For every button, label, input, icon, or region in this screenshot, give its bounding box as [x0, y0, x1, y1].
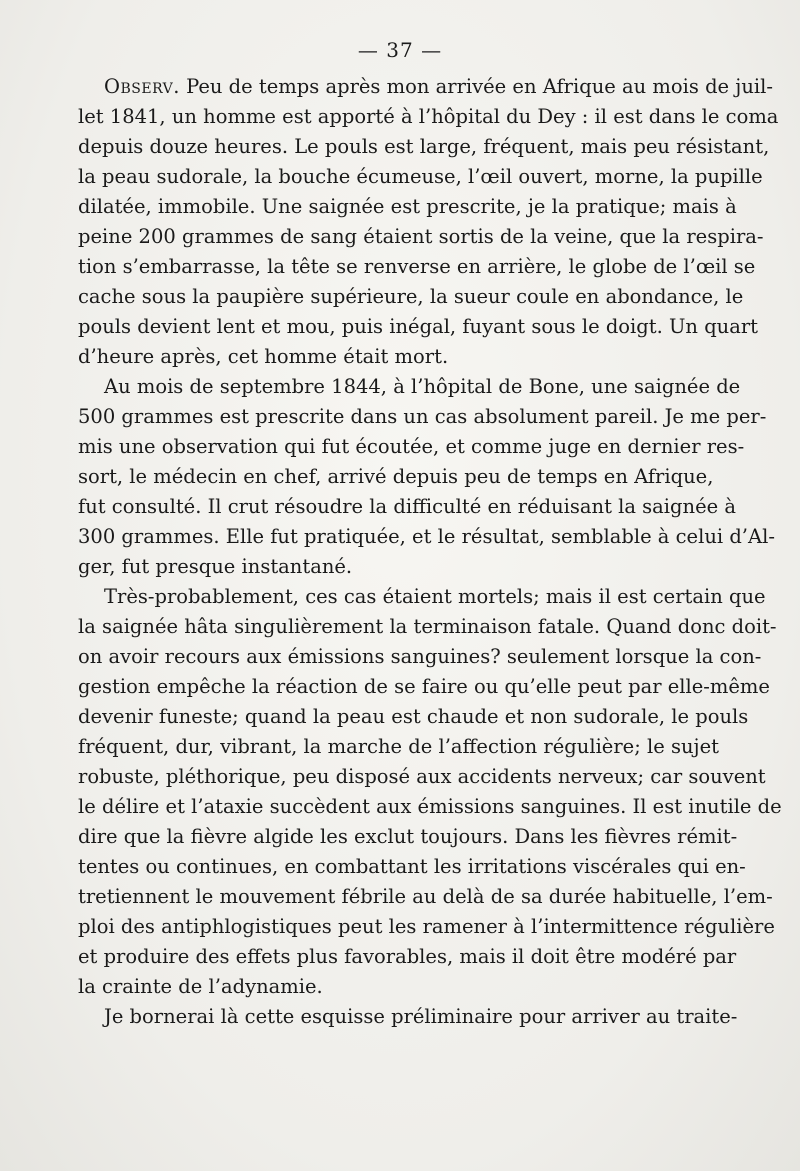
text-line — [78, 432, 745, 462]
text-line — [78, 1002, 738, 1032]
line-text: robuste, pléthorique, peu disposé aux accidents nerveux; car souvent — [78, 765, 766, 788]
line-text: la crainte de l’adynamie. — [78, 975, 323, 998]
text-line — [78, 972, 698, 1002]
text-line — [78, 252, 756, 282]
text-line — [78, 912, 775, 942]
line-text: d’heure après, cet homme était mort. — [78, 345, 449, 368]
text-line — [78, 492, 736, 522]
line-text: la peau sudorale, la bouche écumeuse, l’œil ouvert, morne, la pupille — [78, 165, 763, 188]
line-text: Au mois de septembre 1844, à l’hôpital de Bone, une saignée de — [104, 375, 741, 398]
observation-label: Observ. — [104, 75, 180, 98]
line-text: ploi des antiphlogistiques peut les ramener à l’intermittence régulière — [78, 915, 775, 938]
line-text: Très-probablement, ces cas étaient mortels; mais il est certain que — [104, 585, 766, 608]
text-line — [78, 372, 741, 402]
page-number: — 37 — — [357, 38, 443, 62]
text-line — [78, 72, 773, 102]
line-text: dire que la fièvre algide les exclut toujours. Dans les fièvres rémit- — [78, 825, 738, 848]
text-line — [78, 792, 782, 822]
line-text: et produire des effets plus favorables, mais il doit être modéré par — [78, 945, 737, 968]
line-text: tion s’embarrasse, la tête se renverse en arrière, le globe de l’œil se — [78, 255, 756, 278]
line-text: depuis douze heures. Le pouls est large, fréquent, mais peu résistant, — [78, 135, 770, 158]
line-text: sort, le médecin en chef, arrivé depuis peu de temps en Afrique, — [78, 465, 714, 488]
text-line — [78, 522, 775, 552]
line-text: fréquent, dur, vibrant, la marche de l’affection régulière; le sujet — [78, 735, 719, 758]
text-line — [78, 132, 770, 162]
text-line — [78, 342, 698, 372]
line-text: peine 200 grammes de sang étaient sortis de la veine, que la respira- — [78, 225, 764, 248]
line-text: la saignée hâta singulièrement la terminaison fatale. Quand donc doit- — [78, 615, 777, 638]
line-text: let 1841, un homme est apporté à l’hôpital du Dey : il est dans le coma — [78, 105, 779, 128]
text-line — [78, 552, 698, 582]
text-line — [78, 282, 744, 312]
text-line — [78, 612, 777, 642]
text-line — [78, 462, 714, 492]
text-line — [78, 882, 773, 912]
line-text: devenir funeste; quand la peau est chaude et non sudorale, le pouls — [78, 705, 749, 728]
text-line — [78, 402, 767, 432]
line-text: Je bornerai là cette esquisse préliminaire pour arriver au traite- — [104, 1005, 738, 1028]
line-text: tretiennent le mouvement fébrile au delà de sa durée habituelle, l’em- — [78, 885, 773, 908]
line-text: mis une observation qui fut écoutée, et comme juge en dernier res- — [78, 435, 745, 458]
line-text: gestion empêche la réaction de se faire ou qu’elle peut par elle-même — [78, 675, 770, 698]
text-line — [78, 312, 759, 342]
line-text: 500 grammes est prescrite dans un cas absolument pareil. Je me per- — [78, 405, 767, 428]
text-line — [78, 222, 764, 252]
text-line — [78, 672, 770, 702]
text-line — [78, 732, 719, 762]
line-text: tentes ou continues, en combattant les irritations viscérales qui en- — [78, 855, 746, 878]
line-text: fut consulté. Il crut résoudre la difficulté en réduisant la saignée à — [78, 495, 736, 518]
text-line — [78, 822, 738, 852]
line-text: cache sous la paupière supérieure, la sueur coule en abondance, le — [78, 285, 744, 308]
text-line — [78, 702, 749, 732]
text-line — [78, 102, 779, 132]
line-text: ger, fut presque instantané. — [78, 555, 353, 578]
line-text: 300 grammes. Elle fut pratiquée, et le résultat, semblable à celui d’Al- — [78, 525, 775, 548]
line-text: le délire et l’ataxie succèdent aux émissions sanguines. Il est inutile de — [78, 795, 782, 818]
text-line — [78, 942, 737, 972]
text-line — [78, 642, 762, 672]
text-line — [78, 762, 766, 792]
line-text: Peu de temps après mon arrivée en Afrique au mois de juil- — [179, 75, 773, 98]
text-line — [78, 192, 737, 222]
text-line — [78, 852, 746, 882]
line-text: on avoir recours aux émissions sanguines? seulement lorsque la con- — [78, 645, 762, 668]
text-line — [78, 582, 766, 612]
text-line — [78, 162, 763, 192]
body-text — [78, 72, 782, 1032]
line-text: pouls devient lent et mou, puis inégal, fuyant sous le doigt. Un quart — [78, 315, 759, 338]
line-text: dilatée, immobile. Une saignée est prescrite, je la pratique; mais à — [78, 195, 737, 218]
